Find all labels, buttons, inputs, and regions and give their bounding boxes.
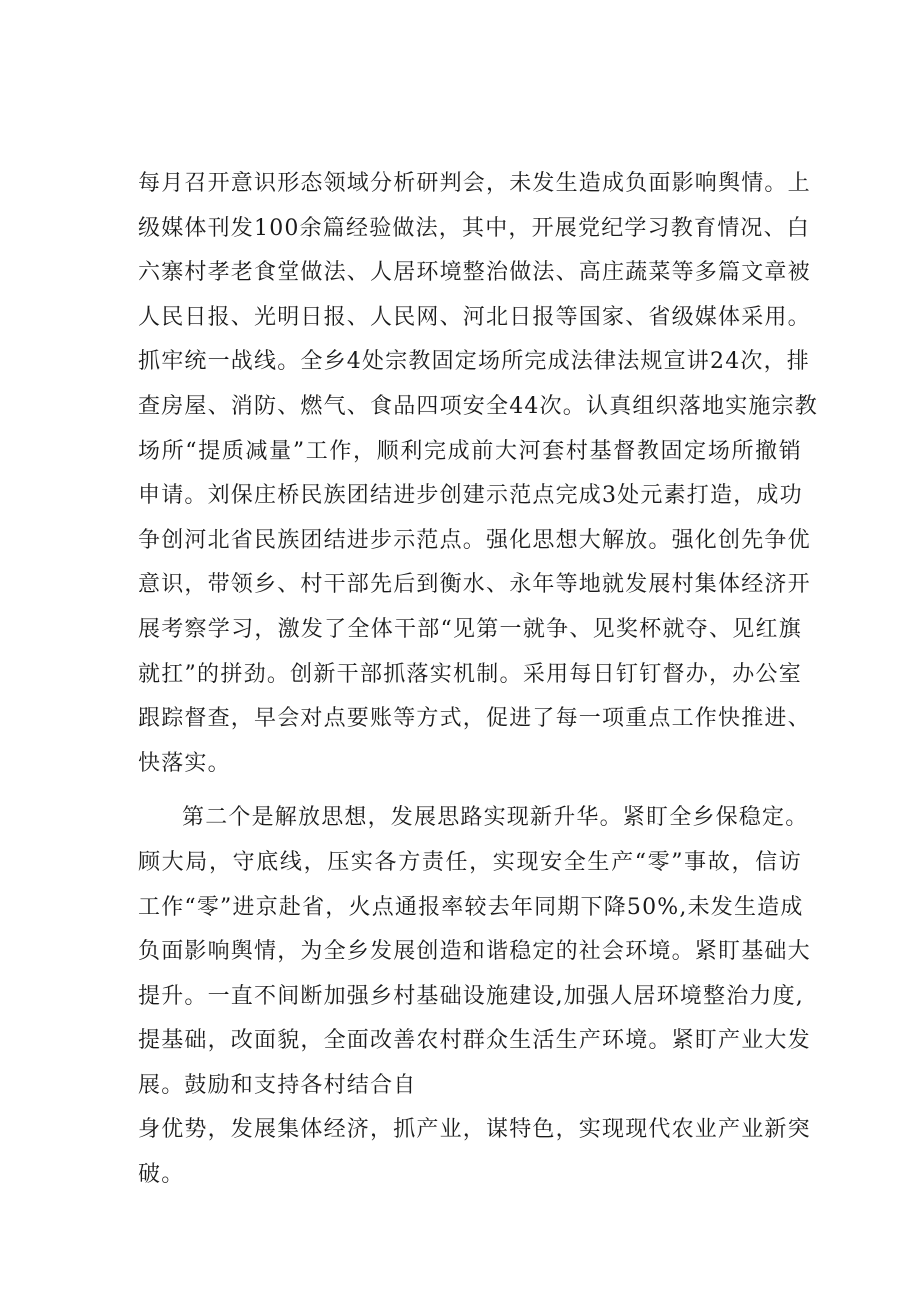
- text-line: 六寨村孝老食堂做法、人居环境整治做法、高庄蔬菜等多篇文章被: [138, 260, 811, 286]
- text-line: 破。: [138, 1162, 185, 1188]
- paragraph-gap: [138, 786, 802, 796]
- text-line: 跟踪督查，早会对点要账等方式，促进了每一项重点工作快推进、: [138, 706, 811, 732]
- text-line: 负面影响舆情，为全乡发展创造和谐稳定的社会环境。紧盯基础大: [138, 939, 811, 965]
- text-line: 抓牢统一战线。全乡4处宗教固定场所完成法律法规宣讲24次，排: [138, 349, 810, 375]
- text-line: 展。鼓励和支持各村结合自: [138, 1072, 417, 1098]
- text-line: 提基础，改面貌，全面改善农村群众生活生产环境。紧盯产业大发: [138, 1028, 811, 1054]
- text-line: 提升。一直不间断加强乡村基础设施建设,加强人居环境整治力度,: [138, 983, 804, 1009]
- text-line: 展考察学习，激发了全体干部“见第一就争、见奖杯就夺、见红旗: [138, 616, 802, 642]
- text-line: 工作“零”进京赴省，火点通报率较去年同期下降50%,未发生造成: [138, 894, 804, 920]
- text-line: 快落实。: [138, 750, 231, 776]
- text-line: 就扛”的拼劲。创新干部抓落实机制。采用每日钉钉督办，办公室: [138, 661, 802, 687]
- paragraph-1: [138, 162, 818, 786]
- text-line: 顾大局，守底线，压实各方责任，实现安全生产“零”事故，信访: [138, 849, 802, 875]
- text-line: 第二个是解放思想，发展思路实现新升华。紧盯全乡保稳定。: [182, 805, 809, 831]
- text-line: 场所“提质减量”工作，顺利完成前大河套村基督教固定场所撤销: [138, 438, 802, 464]
- text-line: 人民日报、光明日报、人民网、河北日报等国家、省级媒体采用。: [138, 304, 811, 330]
- paragraph-2: [138, 796, 811, 1197]
- text-line: 级媒体刊发100余篇经验做法，其中，开展党纪学习教育情况、白: [138, 215, 810, 241]
- text-line: 身优势，发展集体经济，抓产业，谋特色，实现现代农业产业新突: [138, 1117, 811, 1143]
- text-line: 申请。刘保庄桥民族团结进步创建示范点完成3处元素打造，成功: [138, 483, 803, 509]
- document-body: [138, 162, 818, 1198]
- text-line: 意识，带领乡、村干部先后到衡水、永年等地就发展村集体经济开: [138, 572, 811, 598]
- text-line: 每月召开意识形态领域分析研判会，未发生造成负面影响舆情。上: [138, 171, 811, 196]
- text-line: 查房屋、消防、燃气、食品四项安全44次。认真组织落地实施宗教: [138, 393, 818, 419]
- text-line: 争创河北省民族团结进步示范点。强化思想大解放。强化创先争优: [138, 527, 811, 553]
